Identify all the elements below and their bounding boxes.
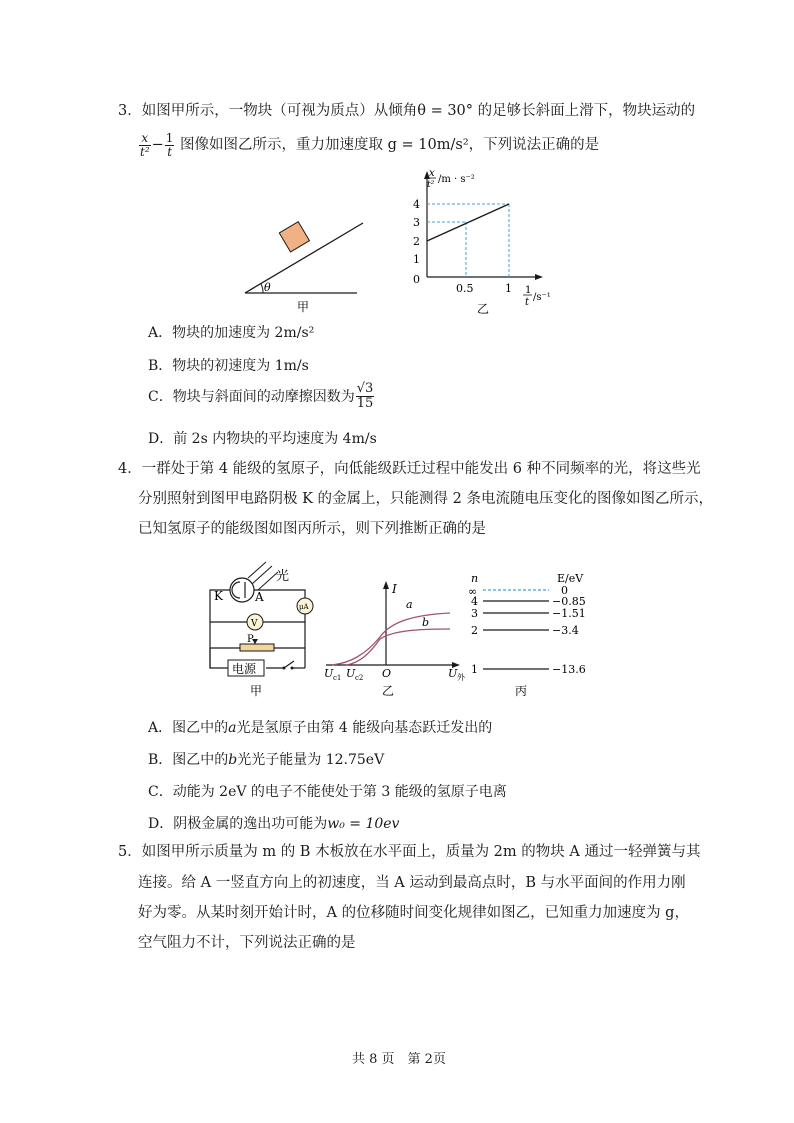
- q4-figure-circuit: [200, 560, 330, 700]
- light-label: 光: [276, 569, 290, 584]
- q3-figure-incline: [235, 205, 375, 315]
- y-ticks: [413, 198, 420, 286]
- q4-option-c[interactable]: C．动能为 2eV 的电子不能使处于第 3 能级的氢原子电离: [148, 784, 507, 800]
- x-axis-unit: /s⁻¹: [533, 292, 551, 303]
- q4-option-a-post: 光是氢原子由第 4 能级向基态跃迁发出的: [236, 720, 493, 736]
- q4-option-a[interactable]: [148, 717, 492, 737]
- level-n-1: 1: [471, 663, 478, 676]
- level-e-1: −13.6: [552, 663, 586, 676]
- level-n-3: 3: [471, 607, 478, 620]
- q4-figure-energy-levels: [465, 568, 600, 700]
- q3-line2: [138, 132, 599, 158]
- cathode-arc: [232, 582, 240, 598]
- q4-option-d-math: w₀ = 10ev: [327, 816, 400, 832]
- figure-caption-yi-2: 乙: [382, 684, 395, 698]
- uc1-label: U: [324, 667, 334, 680]
- y-tick-0: 0: [413, 273, 420, 286]
- uc2-label: U: [346, 667, 356, 680]
- q3-figure-graph: [405, 165, 565, 320]
- level-e-labels: [552, 584, 586, 676]
- q4-option-b-var: b: [228, 752, 238, 768]
- origin-label: O: [382, 667, 392, 680]
- curve-b-label: b: [422, 616, 430, 629]
- q5-stem-line4: 空气阻力不计，下列说法正确的是: [138, 935, 356, 951]
- q4-option-d[interactable]: [148, 813, 399, 833]
- level-n-inf: ∞: [468, 585, 478, 598]
- q3-number: 3．: [118, 103, 142, 119]
- q4-option-a-var: a: [228, 720, 237, 736]
- q4-stem-line1: 4．一群处于第 4 能级的氢原子，向低能级跃迁过程中能发出 6 种不同频率的光，将这些光: [118, 461, 701, 477]
- uc1-sub: c1: [333, 674, 342, 682]
- level-n-4: 4: [471, 595, 478, 608]
- page-footer: 共 8 页 第 2页: [352, 1052, 446, 1067]
- u-wai-label: U: [448, 667, 458, 680]
- curve-a: [332, 613, 450, 665]
- q3-frac-1-over-t: $\frac{1}{t}$: [165, 131, 174, 159]
- level-n-2: 2: [471, 624, 478, 637]
- switch-pivot: [283, 667, 286, 670]
- q4-option-b-pre: B．图乙中的: [148, 752, 229, 768]
- q3-stem-line2: 图像如图乙所示，重力加速度取 g = 10m/s²，下列说法正确的是: [180, 137, 600, 154]
- q4-option-b[interactable]: [148, 749, 384, 769]
- q3-stem-line1: 如图甲所示，一物块（可视为质点）从倾角θ = 30° 的足够长斜面上滑下，物块运动的: [141, 103, 696, 119]
- theta-label: θ: [264, 281, 271, 294]
- curve-b: [346, 629, 450, 665]
- cathode-k-label: K: [214, 589, 223, 603]
- x-tick-1: 1: [505, 282, 512, 295]
- iu-y-arrow-icon: [383, 581, 389, 589]
- q3-option-c-text: C．物块与斜面间的动摩擦因数为: [148, 389, 355, 406]
- level-e-4: −0.85: [552, 595, 586, 608]
- y-axis-label-num: x: [429, 168, 435, 179]
- q4-option-b-post: 光光子能量为 12.75eV: [237, 752, 385, 768]
- n-label: n: [471, 572, 479, 585]
- y-axis-label-den: t²: [427, 180, 435, 190]
- x-axis-label-num: 1: [525, 285, 532, 296]
- anode-a-label: A: [255, 590, 264, 604]
- q5-stem-line2: 连接。给 A 一竖直方向上的初速度，当 A 运动到最高点时，B 与水平面间的作用力刚: [138, 875, 686, 891]
- q3-option-b[interactable]: B．物块的初速度为 1m/s: [148, 358, 309, 374]
- iu-i-label: I: [392, 582, 397, 596]
- q4-option-a-pre: A．图乙中的: [148, 720, 229, 736]
- curve-a-label: a: [406, 598, 413, 611]
- y-tick-4: 4: [413, 198, 420, 211]
- microammeter-label: μA: [299, 603, 309, 611]
- voltmeter-label: V: [251, 619, 258, 629]
- switch-contact: [291, 667, 294, 670]
- q5-stem-line1: 5．如图甲所示质量为 m 的 B 木板放在水平面上，质量为 2m 的物块 A 通过一轻弹簧与其: [118, 844, 701, 860]
- q4-stem-line3: 已知氢原子的能级图如图丙所示，则下列推断正确的是: [138, 521, 486, 537]
- u-wai-sub: 外: [457, 673, 465, 682]
- level-e-2: −3.4: [552, 624, 579, 637]
- q4-stem-line2: 分别照射到图甲电路阴极 K 的金属上，只能测得 2 条电流随电压变化的图像如图乙所示，: [138, 491, 713, 507]
- level-e-inf: 0: [561, 584, 568, 597]
- y-tick-2: 2: [413, 235, 420, 248]
- q5-stem-line3: 好为零。从某时刻开始计时，A 的位移随时间变化规律如图乙，已知重力加速度为 g，: [138, 905, 689, 921]
- q3-option-c-frac: $\frac{√3}{15}$: [356, 381, 374, 411]
- figure-caption-yi: 乙: [477, 302, 490, 316]
- q3-option-c[interactable]: [148, 382, 375, 410]
- y-axis-unit: /m · s⁻²: [438, 174, 475, 185]
- level-e-3: −1.51: [552, 607, 586, 620]
- x-tick-0.5: 0.5: [456, 282, 474, 295]
- y-tick-1: 1: [413, 253, 420, 266]
- block-icon: [279, 222, 309, 252]
- figure-caption-jia: 甲: [297, 300, 310, 314]
- rheostat-icon: [240, 644, 274, 651]
- q3-option-a[interactable]: A．物块的加速度为 2m/s²: [148, 325, 315, 341]
- q4-option-d-pre: D．阴极金属的逸出功可能为: [148, 816, 328, 832]
- uc2-sub: c2: [355, 674, 364, 682]
- q3-line1: [118, 104, 695, 119]
- angle-arc: [261, 284, 263, 293]
- x-axis-arrow-icon: [535, 274, 543, 280]
- q3-frac-x-over-t2: $\frac{x}{\text{t²}}$: [140, 131, 150, 159]
- q4-figure-iu-curves: [320, 575, 470, 700]
- figure-caption-bing: 丙: [515, 684, 528, 698]
- figure-caption-jia-2: 甲: [250, 684, 263, 698]
- x-axis-label-den: t: [525, 297, 530, 308]
- q3-minus: −: [151, 137, 164, 154]
- light-rays-icon: [248, 562, 278, 590]
- slider-p-label: P: [247, 634, 254, 645]
- q3-option-d[interactable]: D．前 2s 内物块的平均速度为 4m/s: [148, 431, 377, 447]
- level-n-labels: [468, 585, 478, 676]
- phototube-icon: [230, 578, 254, 602]
- e-label: E/eV: [557, 572, 584, 585]
- power-source-label: 电源: [232, 662, 257, 676]
- y-tick-3: 3: [413, 216, 420, 229]
